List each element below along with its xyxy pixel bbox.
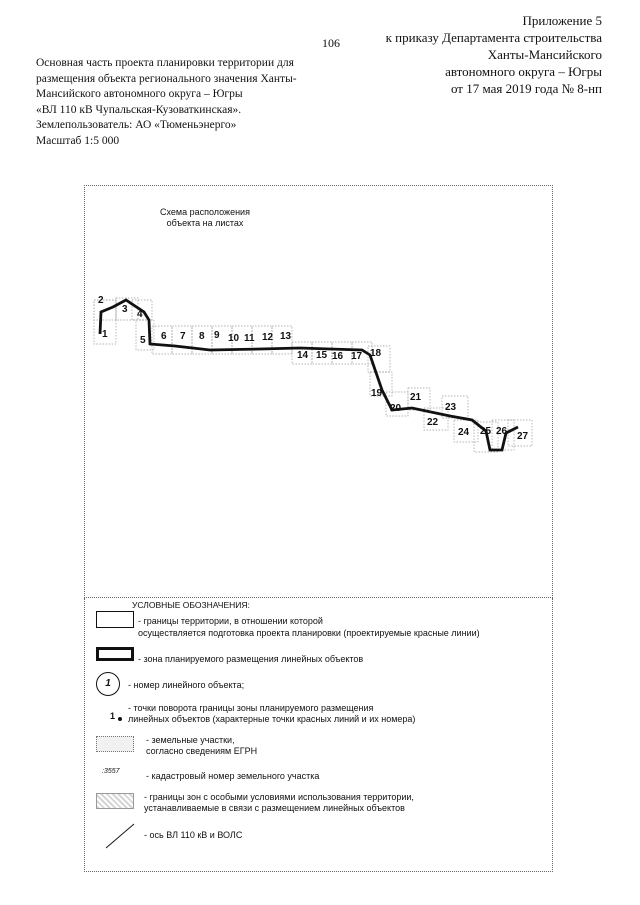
project-info-line: «ВЛ 110 кВ Чупальская-Кузоваткинская».	[36, 103, 242, 116]
legend-zones-text: устанавливаемые в связи с размещением линейных объектов	[144, 803, 405, 813]
appendix-line: от 17 мая 2019 года № 8-нп	[450, 81, 602, 96]
sheet-number: 19	[371, 388, 383, 399]
legend-parcels-text: - земельные участки,	[146, 735, 235, 745]
project-info-line: размещения объекта регионального значения Ханты-	[36, 72, 297, 85]
sheet-number: 24	[458, 427, 470, 438]
sheet-number: 3	[122, 304, 128, 315]
schema-title-line: Схема расположения	[160, 207, 250, 217]
sheet-number: 10	[228, 333, 240, 344]
legend-zones-text: - границы зон с особыми условиями использования территории,	[144, 792, 414, 802]
cadastre-number-sample: :3557	[102, 768, 120, 775]
sheet-number: 2	[98, 295, 104, 306]
schema-title	[150, 207, 260, 229]
legend-turn-points-text: - точки поворота границы зоны планируемого размещения	[128, 703, 374, 713]
project-info-line: Основная часть проекта планировки территории для	[36, 57, 294, 69]
sheet-number: 15	[316, 350, 328, 361]
appendix-line: Ханты-Мансийского	[487, 47, 602, 62]
schema-title-line: объекта на листах	[166, 218, 244, 228]
legend-object-number-text: - номер линейного объекта;	[128, 680, 245, 690]
sheet-number: 1	[102, 329, 108, 340]
sheet-number: 26	[496, 426, 508, 437]
sheet-number: 6	[161, 331, 167, 342]
special-zone-symbol	[96, 793, 134, 809]
page-number: 106	[322, 36, 340, 50]
legend-red-lines-text: - границы территории, в отношении которой	[138, 616, 323, 626]
power-line-route	[100, 300, 518, 450]
sheet-number: 22	[427, 417, 439, 428]
appendix-line: автономного округа – Югры	[445, 64, 602, 79]
sheet-number: 18	[370, 348, 382, 359]
legend-cadastre-text: - кадастровый номер земельного участка	[146, 771, 320, 781]
sheet-number: 25	[480, 426, 492, 437]
legend-turn-points-text: линейных объектов (характерные точки красных линий и их номера)	[128, 714, 416, 724]
legend-red-lines-text: осуществляется подготовка проекта планировки (проектируемые красные линии)	[138, 628, 480, 638]
appendix-line: Приложение 5	[522, 13, 602, 28]
sheet-number: 11	[244, 333, 255, 344]
sheet-number: 27	[517, 431, 529, 442]
sheet-number: 12	[262, 332, 274, 343]
sheet-number: 23	[445, 402, 457, 413]
sheet-number: 8	[199, 331, 205, 342]
legend-axis-text: - ось ВЛ 110 кВ и ВОЛС	[144, 830, 243, 840]
sheet-number: 21	[410, 392, 422, 403]
project-info-line: Масштаб 1:5 000	[36, 134, 120, 147]
appendix-line: к приказу Департамента строительства	[385, 30, 602, 45]
legend-axis-line	[106, 824, 134, 848]
sheet-number: 20	[390, 403, 402, 414]
sheet-number: 9	[214, 330, 220, 341]
linear-zone-symbol	[96, 647, 134, 661]
sheet-number: 5	[140, 335, 146, 346]
sheet-number: 7	[180, 331, 186, 342]
land-parcel-symbol	[96, 736, 134, 752]
object-number-circle-icon: 1	[96, 672, 120, 696]
red-lines-symbol	[96, 611, 134, 628]
sheet-number: 16	[332, 351, 344, 362]
legend-parcels-text: согласно сведениям ЕГРН	[146, 746, 258, 756]
project-info-line: Землепользователь: АО «Тюменьэнерго»	[36, 119, 237, 131]
sheet-number: 14	[297, 350, 309, 361]
project-info-line: Мансийского автономного округа – Югры	[36, 88, 243, 100]
turn-point-icon	[118, 717, 122, 721]
legend-linear-zone-text: - зона планируемого размещения линейных объектов	[138, 654, 364, 664]
sheet-number: 13	[280, 331, 292, 342]
turn-point-number: 1	[110, 711, 116, 721]
legend-title: УСЛОВНЫЕ ОБОЗНАЧЕНИЯ:	[132, 600, 250, 610]
sheet-number: 4	[137, 309, 143, 320]
sheet-number: 17	[351, 351, 363, 362]
